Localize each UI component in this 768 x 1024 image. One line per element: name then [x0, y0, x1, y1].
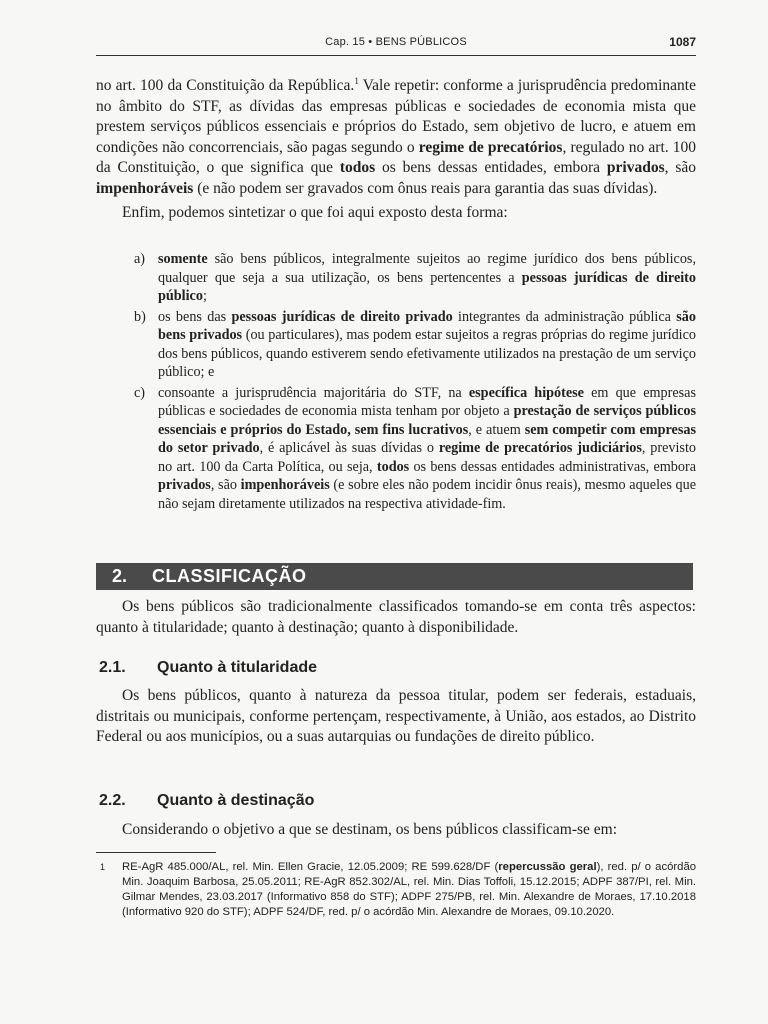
- bold-text: privados: [606, 159, 665, 176]
- list-marker: a): [134, 251, 146, 267]
- footnote-reference: 1: [354, 75, 359, 86]
- text-run: , previsto no art. 100 da Carta Política, ou seja,: [158, 440, 696, 475]
- text-run: são bens públicos, integralmente sujeitos ao regime jurídico dos bens públicos, qualquer que seja a sua utilização, os bens pertencentes a: [158, 251, 696, 286]
- text-run: (e sobre eles não podem incidir ônus reais), mesmo aqueles que não sejam diretamente utilizados na respectiva atividade-fim.: [158, 477, 696, 512]
- bold-text: são bens privados: [158, 308, 696, 343]
- list-item-text: [158, 251, 696, 304]
- subsection-2-2-paragraph: Considerando o objetivo a que se destinam, os bens públicos classificam-se em:: [122, 821, 618, 838]
- bold-text: todos: [376, 458, 410, 475]
- bold-text: todos: [339, 159, 376, 176]
- footnote-divider: [96, 852, 216, 853]
- text-run: os bens dessas entidades, embora: [375, 159, 607, 176]
- text-run: ;: [202, 288, 207, 304]
- text-run: , é aplicável às suas dívidas o: [259, 440, 439, 456]
- subsection-number: 2.2.: [99, 792, 126, 809]
- subsection-title: Quanto à destinação: [157, 792, 315, 809]
- section-title: CLASSIFICAÇÃO: [152, 566, 307, 586]
- intro-text: [96, 76, 696, 224]
- footnote: [96, 860, 696, 920]
- bold-text: somente: [158, 251, 208, 267]
- text-run: , são: [664, 159, 696, 176]
- footnote-text: [122, 860, 696, 920]
- list-item-text: [158, 385, 696, 512]
- bold-text: impenhoráveis: [96, 179, 194, 197]
- text-run: consoante a jurisprudência majoritária do STF, na: [158, 384, 469, 401]
- list-item: [134, 308, 696, 382]
- text-run: , são: [210, 477, 241, 493]
- bold-text: impenhoráveis: [240, 477, 330, 493]
- bold-text: regime de precatórios: [418, 138, 563, 156]
- footnote-marker: 1: [100, 862, 106, 872]
- bold-text: sem competir com empresas do setor privado: [158, 421, 696, 456]
- intro-paragraph: [96, 76, 696, 199]
- text-run: em que empresas públicas e sociedades de economia mista tenham por objeto a: [158, 384, 696, 419]
- subsection-number: 2.1.: [99, 659, 126, 676]
- summary-lead: Enfim, podemos sintetizar o que foi aqui exposto desta forma:: [122, 204, 508, 221]
- bold-text: pessoas jurídicas de direito público: [158, 269, 697, 304]
- text-run: (e não podem ser gravados com ônus reais para garantia das suas dívidas).: [193, 179, 658, 197]
- text-run: Vale repetir: conforme a jurisprudência predominante no âmbito do STF, as dívidas das empresas públicas e sociedades de economia mista que prestem serviços públicos essenciais e próprios do Estado, sem objetivo de lucro, e atuem em condições não concorrenciais, são pagas segundo o: [96, 77, 696, 156]
- bold-text: privados: [158, 477, 211, 493]
- bold-text: pessoas jurídicas de direito privado: [231, 308, 453, 325]
- list-marker: b): [134, 308, 146, 325]
- section-number: 2.: [112, 566, 128, 586]
- list-marker: c): [134, 384, 146, 401]
- bold-text: repercussão geral: [498, 861, 597, 873]
- text-run: no art. 100 da Constituição da República.: [96, 77, 355, 94]
- text-run: integrantes da administração pública: [452, 308, 677, 325]
- text-run: (ou particulares), mas podem estar sujeitos a regras próprias do regime jurídico dos bens públicos, quando estiverem sendo efetivamente utilizados na prestação de um serviço público; e: [158, 327, 697, 380]
- subsection-2-2-text: [96, 820, 696, 841]
- chapter-title: Cap. 15 • BENS PÚBLICOS: [325, 36, 467, 48]
- text-run: , regulado no art. 100 da Constituição, o que significa que: [96, 138, 696, 176]
- section-2-paragraph: Os bens públicos são tradicionalmente classificados tomando-se em conta três aspectos: quanto à titularidade; quanto à destinação; quanto à disponibilidade.: [96, 598, 696, 636]
- list-item: [134, 250, 696, 306]
- bold-text: regime de precatórios judiciários: [438, 440, 642, 456]
- summary-list: [134, 250, 696, 515]
- bold-text: prestação de serviços públicos essenciais e próprios do Estado, sem fins lucrativos: [158, 403, 696, 438]
- text-run: , e atuem: [468, 421, 525, 438]
- list-item: [134, 384, 696, 514]
- text-run: os bens das: [158, 308, 232, 325]
- text-run: RE-AgR 485.000/AL, rel. Min. Ellen Gracie, 12.05.2009; RE 599.628/DF (: [122, 861, 499, 873]
- list-item-text: [158, 309, 696, 381]
- page-number: 1087: [669, 35, 696, 49]
- text-run: os bens dessas entidades administrativas, embora: [409, 458, 696, 475]
- subsection-title: Quanto à titularidade: [157, 659, 318, 676]
- running-header: [96, 33, 696, 56]
- text-run: ), red. p/ o acórdão Min. Joaquim Barbosa, 25.05.2011; RE-AgR 852.302/AL, rel. Min. Dias Toffoli, 15.12.2015; ADPF 387/PI, rel. Min. Gilmar Mendes, 23.03.2017 (Informativo 858 do STF); ADPF 275/PB, rel. Min. Alexandre de Moraes, 17.10.2018 (Informativo 920 do STF); ADPF 524/DF, red. p/ o acórdão Min. Alexandre de Moraes, 09.10.2020.: [122, 861, 697, 918]
- bold-text: específica hipótese: [468, 384, 584, 401]
- subsection-2-1-paragraph: Os bens públicos, quanto à natureza da pessoa titular, podem ser federais, estaduais, distritais ou municipais, conforme pertençam, respectivamente, à União, aos estados, ao Distrito Federal ou aos municípios, ou a suas autarquias ou fundações de direito público.: [96, 687, 696, 745]
- section-2-text: [96, 597, 696, 638]
- section-heading-bar: [96, 563, 693, 590]
- subsection-2-1-text: [96, 686, 696, 748]
